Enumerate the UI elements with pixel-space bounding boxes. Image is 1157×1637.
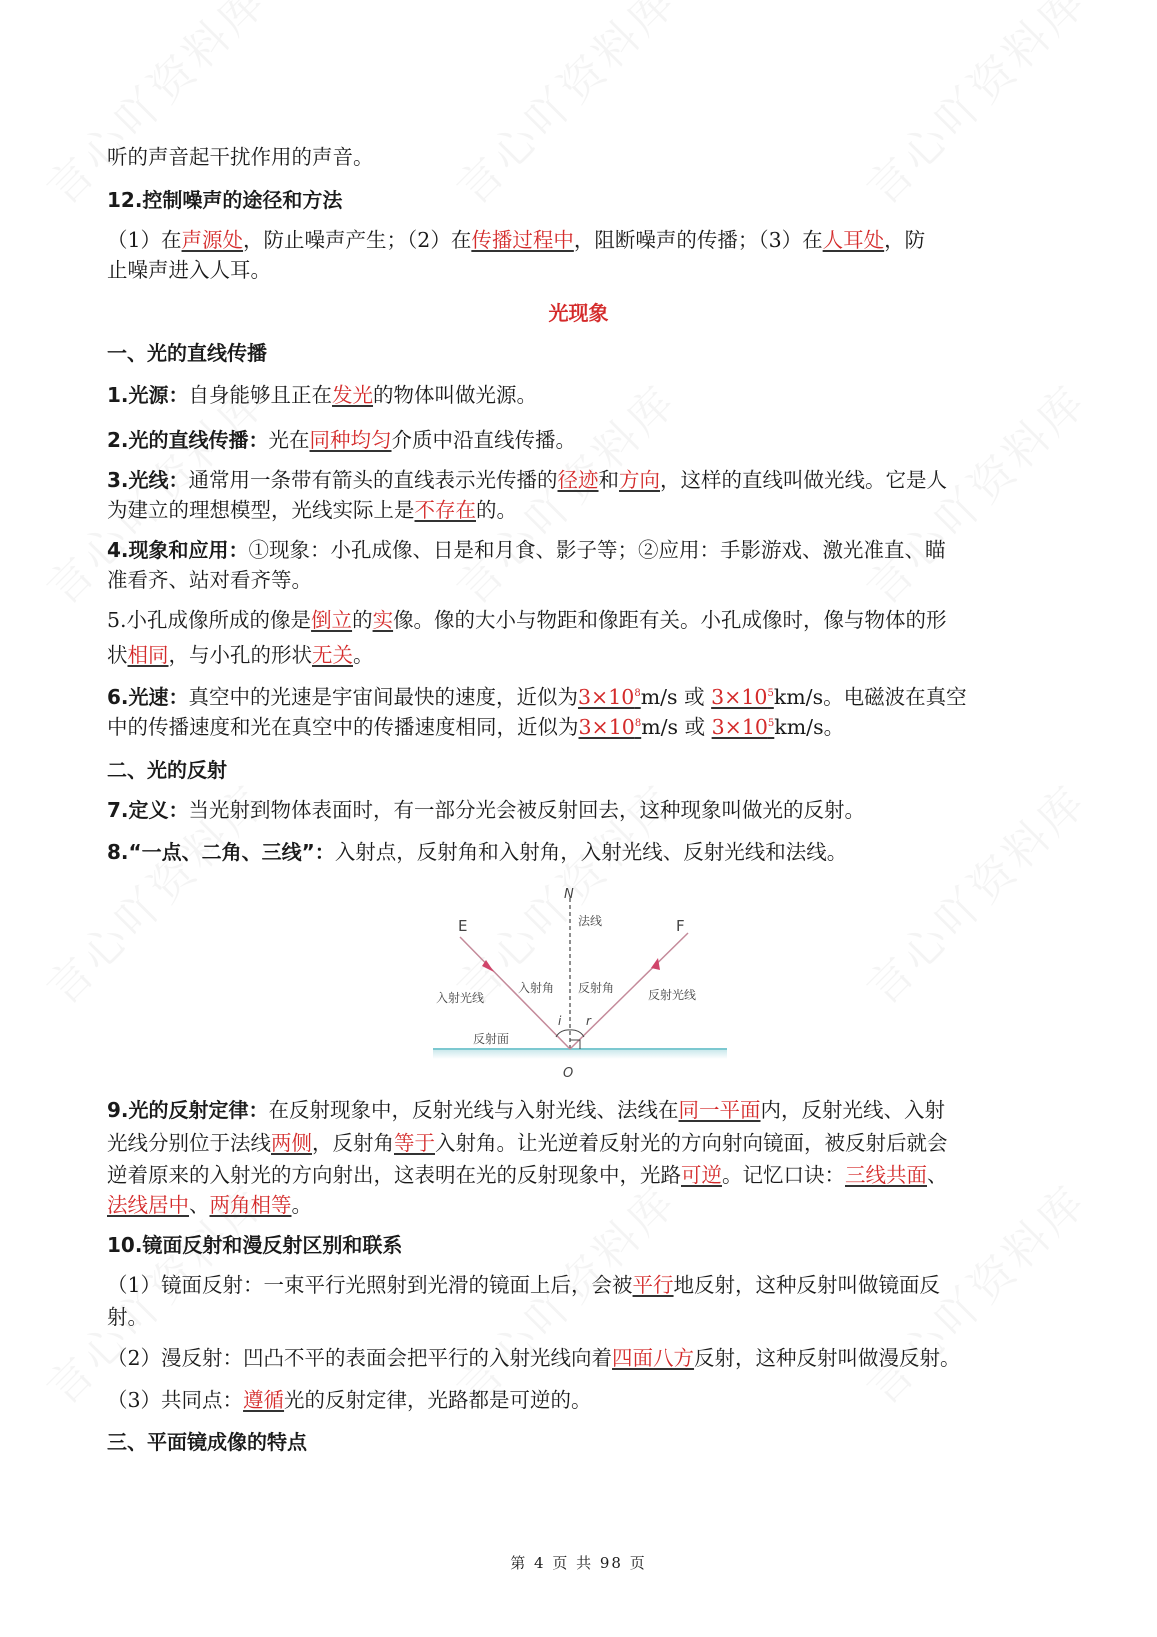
item-6-line2 <box>107 712 1057 742</box>
text: km/s。 <box>774 715 845 739</box>
text: 状 <box>107 643 128 667</box>
text: 当光射到物体表面时，有一部分光会被反射回去，这种现象叫做光的反射。 <box>188 798 866 822</box>
label-N: N <box>564 887 574 902</box>
item-5-line2 <box>107 640 1057 670</box>
text: ，与小孔的形状 <box>168 643 312 667</box>
item-4-line2: 准看齐、站对看齐等。 <box>107 568 312 592</box>
text: ①现象：小孔成像、日是和月食、影子等；②应用：手影游戏、激光准直、瞄 <box>248 538 946 562</box>
answer: 相同 <box>127 643 169 667</box>
item-9-line1 <box>107 1095 1057 1125</box>
label-reflected-ray: 反射光线 <box>648 988 697 1002</box>
item-10-3 <box>107 1385 1057 1415</box>
answer <box>712 715 775 739</box>
item-5-line1 <box>107 605 1057 635</box>
label-i: i <box>558 1014 562 1028</box>
text: ，阻断噪声的传播；（3）在 <box>573 228 823 252</box>
answer: 遵循 <box>243 1388 285 1412</box>
item-label: 3.光线： <box>107 468 189 492</box>
answer: 平行 <box>632 1273 674 1297</box>
item-9-line3 <box>107 1160 1057 1190</box>
answer: 实 <box>372 608 394 632</box>
exponent: 5 <box>767 688 774 700</box>
answer: 两角相等 <box>209 1193 292 1217</box>
text: 。 <box>291 1193 312 1217</box>
answer: 不存在 <box>414 498 476 522</box>
label-normal: 法线 <box>578 914 603 928</box>
text: ，防止噪声产生；（2）在 <box>243 228 472 252</box>
label-O: O <box>563 1066 574 1081</box>
item-3-line1 <box>107 465 1057 495</box>
section-heading-1: 一、光的直线传播 <box>107 341 267 365</box>
item-8 <box>107 837 1057 867</box>
answer: 可逆 <box>681 1163 722 1187</box>
paragraph-continued: 听的声音起干扰作用的声音。 <box>107 145 374 169</box>
answer <box>579 715 642 739</box>
text: ，反射角 <box>312 1131 394 1155</box>
text: 光线分别位于法线 <box>107 1131 271 1155</box>
text: 中的传播速度和光在真空中的传播速度相同，近似为 <box>107 715 579 739</box>
item-9-line2 <box>107 1128 1057 1158</box>
page-footer: 第 4 页 共 98 页 <box>510 1554 647 1572</box>
text: 内，反射光线、入射 <box>760 1098 946 1122</box>
text: 的物体叫做光源。 <box>373 383 538 407</box>
chapter-title: 光现象 <box>548 301 609 325</box>
text: （1）在 <box>107 228 182 252</box>
text: 入射点，反射角和入射角，入射光线、反射光线和法线。 <box>334 840 848 864</box>
label-E: E <box>458 917 468 935</box>
answer: 三线共面 <box>845 1163 927 1187</box>
text: 通常用一条带有箭头的直线表示光传播的 <box>188 468 558 492</box>
text: 、 <box>927 1163 948 1187</box>
paragraph-12-line2: 止噪声进入人耳。 <box>107 258 271 282</box>
text: 像。像的大小与物距和像距有关。小孔成像时，像与物体的形 <box>393 608 947 632</box>
text: 自身能够且正在 <box>188 383 333 407</box>
heading-10: 10.镜面反射和漫反射区别和联系 <box>107 1233 403 1257</box>
answer: 传播过程中 <box>471 228 574 252</box>
reflection-diagram <box>420 880 740 1090</box>
item-label: 8.“一点、二角、三线”： <box>107 840 335 864</box>
text: 入射角。让光逆着反射光的方向射向镜面，被反射后就会 <box>435 1131 948 1155</box>
item-7 <box>107 795 1057 825</box>
text: （3）共同点： <box>107 1388 244 1412</box>
answer: 倒立 <box>311 608 353 632</box>
text: 、 <box>189 1193 210 1217</box>
item-label: 2.光的直线传播： <box>107 428 269 452</box>
text: 光在 <box>268 428 310 452</box>
text: m/s 或 <box>641 715 706 739</box>
label-incident-angle: 入射角 <box>518 981 555 995</box>
label-reflection-angle: 反射角 <box>578 981 615 995</box>
text: 介质中沿直线传播。 <box>391 428 577 452</box>
item-label: 1.光源： <box>107 383 189 407</box>
answer: 声源处 <box>181 228 244 252</box>
paragraph-12-line1 <box>107 225 1057 255</box>
section-heading-2: 二、光的反射 <box>107 758 227 782</box>
answer: 同种均匀 <box>309 428 392 452</box>
text: 在反射现象中，反射光线与入射光线、法线在 <box>268 1098 679 1122</box>
reflected-arrow-icon <box>651 958 660 970</box>
text: 逆着原来的入射光的方向射出，这表明在光的反射现象中，光路 <box>107 1163 681 1187</box>
item-label: 6.光速： <box>107 685 189 709</box>
answer: 两侧 <box>271 1131 312 1155</box>
item-10-1-line1 <box>107 1270 1057 1300</box>
item-3-line2 <box>107 495 1057 525</box>
answer <box>578 685 641 709</box>
text: （2）漫反射：凹凸不平的表面会把平行的入射光线向着 <box>107 1346 613 1370</box>
text: 和 <box>598 468 620 492</box>
reflection-angle-arc <box>570 1030 584 1037</box>
exponent: 8 <box>634 718 642 730</box>
heading-12: 12.控制噪声的途径和方法 <box>107 188 343 212</box>
item-2 <box>107 425 1057 455</box>
answer: 法线居中 <box>107 1193 189 1217</box>
answer: 同一平面 <box>678 1098 761 1122</box>
exponent: 8 <box>634 688 641 700</box>
text: ，这样的直线叫做光线。它是人 <box>660 468 948 492</box>
answer: 等于 <box>394 1131 435 1155</box>
item-label: 9.光的反射定律： <box>107 1098 269 1122</box>
answer: 人耳处 <box>822 228 885 252</box>
answer: 径迹 <box>557 468 599 492</box>
answer: 无关 <box>312 643 353 667</box>
text: 。记忆口诀： <box>722 1163 845 1187</box>
answer: 四面八方 <box>612 1346 695 1370</box>
item-label: 7.定义： <box>107 798 189 822</box>
item-10-2 <box>107 1343 1057 1373</box>
item-4-line1 <box>107 535 1057 565</box>
text: 反射，这种反射叫做漫反射。 <box>694 1346 961 1370</box>
section-heading-3: 三、平面镜成像的特点 <box>107 1430 307 1454</box>
text: 的。 <box>476 498 517 522</box>
item-label: 4.现象和应用： <box>107 538 249 562</box>
text: 。 <box>353 643 374 667</box>
text: （1）镜面反射：一束平行光照射到光滑的镜面上后，会被 <box>107 1273 633 1297</box>
text: 5.小孔成像所成的像是 <box>107 608 312 632</box>
text: 为建立的理想模型，光线实际上是 <box>107 498 415 522</box>
answer <box>711 685 774 709</box>
label-surface: 反射面 <box>473 1032 510 1046</box>
item-9-line4 <box>107 1190 1057 1220</box>
value: 3×10 <box>711 685 768 709</box>
item-10-1-line2: 射。 <box>107 1305 148 1329</box>
item-1 <box>107 380 1057 410</box>
text: ，防 <box>884 228 926 252</box>
answer: 方向 <box>619 468 661 492</box>
value: 3×10 <box>578 685 635 709</box>
text: 的 <box>352 608 373 632</box>
answer: 发光 <box>332 383 374 407</box>
label-r: r <box>586 1014 591 1028</box>
label-F: F <box>676 917 685 935</box>
value: 3×10 <box>578 715 635 739</box>
text: m/s 或 <box>640 685 705 709</box>
value: 3×10 <box>711 715 768 739</box>
text: 真空中的光速是宇宙间最快的速度，近似为 <box>188 685 579 709</box>
label-incident-ray: 入射光线 <box>436 991 485 1005</box>
text: 光的反射定律，光路都是可逆的。 <box>284 1388 592 1412</box>
text: km/s。电磁波在真空 <box>773 685 967 709</box>
surface-shading <box>433 1049 727 1059</box>
exponent: 5 <box>767 718 775 730</box>
item-6-line1 <box>107 682 1057 712</box>
text: 地反射，这种反射叫做镜面反 <box>673 1273 941 1297</box>
